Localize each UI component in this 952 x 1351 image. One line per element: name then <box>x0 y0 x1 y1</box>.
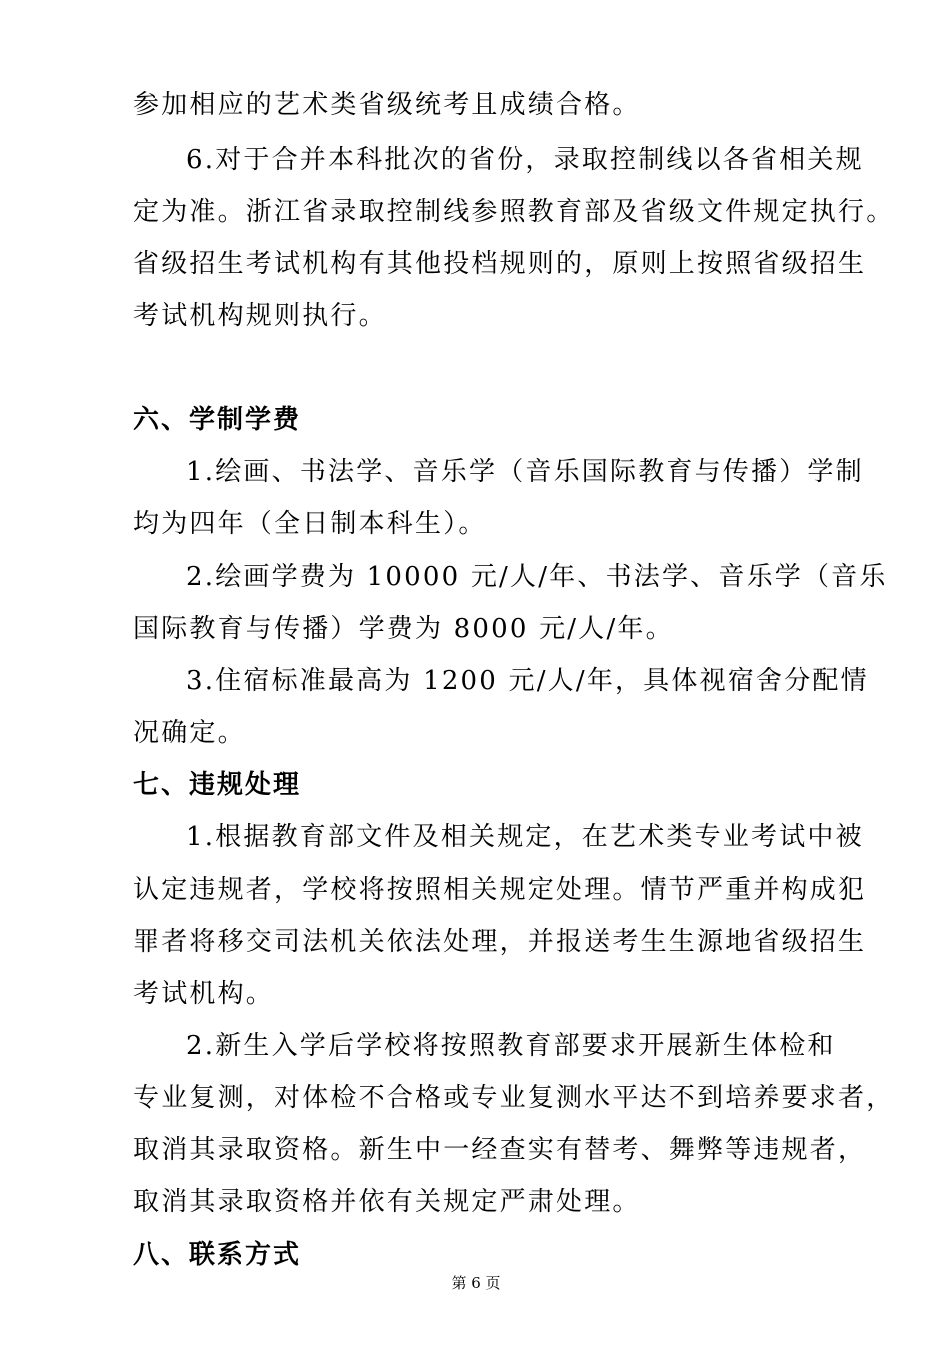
paragraph-line: 6.对于合并本科批次的省份，录取控制线以各省相关规 <box>186 145 864 175</box>
paragraph-line: 参加相应的艺术类省级统考且成绩合格。 <box>133 90 641 120</box>
paragraph-line: 认定违规者，学校将按照相关规定处理。情节严重并构成犯 <box>133 875 867 905</box>
section-heading: 六、学制学费 <box>133 405 302 435</box>
section-heading: 八、联系方式 <box>133 1240 302 1270</box>
paragraph-line: 1.绘画、书法学、音乐学（音乐国际教育与传播）学制 <box>186 457 864 487</box>
paragraph-line: 罪者将移交司法机关依法处理，并报送考生生源地省级招生 <box>133 927 867 957</box>
paragraph-line: 取消其录取资格。新生中一经查实有替考、舞弊等违规者， <box>133 1135 867 1165</box>
paragraph-line: 定为准。浙江省录取控制线参照教育部及省级文件规定执行。 <box>133 197 895 227</box>
paragraph-line: 2.绘画学费为 10000 元/人/年、书法学、音乐学（音乐 <box>186 562 888 592</box>
paragraph-line: 考试机构规则执行。 <box>133 301 387 331</box>
paragraph-line: 考试机构。 <box>133 979 275 1009</box>
page-number: 第 6 页 <box>451 1274 501 1292</box>
paragraph-line: 取消其录取资格并依有关规定严肃处理。 <box>133 1187 641 1217</box>
paragraph-line: 2.新生入学后学校将按照教育部要求开展新生体检和 <box>186 1031 836 1061</box>
paragraph-line: 专业复测，对体检不合格或专业复测水平达不到培养要求者， <box>133 1083 895 1113</box>
paragraph-line: 况确定。 <box>133 718 246 748</box>
paragraph-line: 1.根据教育部文件及相关规定，在艺术类专业考试中被 <box>186 822 864 852</box>
paragraph-line: 省级招生考试机构有其他投档规则的，原则上按照省级招生 <box>133 249 867 279</box>
paragraph-line: 3.住宿标准最高为 1200 元/人/年，具体视宿舍分配情 <box>186 666 869 696</box>
paragraph-line: 国际教育与传播）学费为 8000 元/人/年。 <box>133 614 674 644</box>
section-heading: 七、违规处理 <box>133 770 302 800</box>
paragraph-line: 均为四年（全日制本科生）。 <box>133 509 487 539</box>
